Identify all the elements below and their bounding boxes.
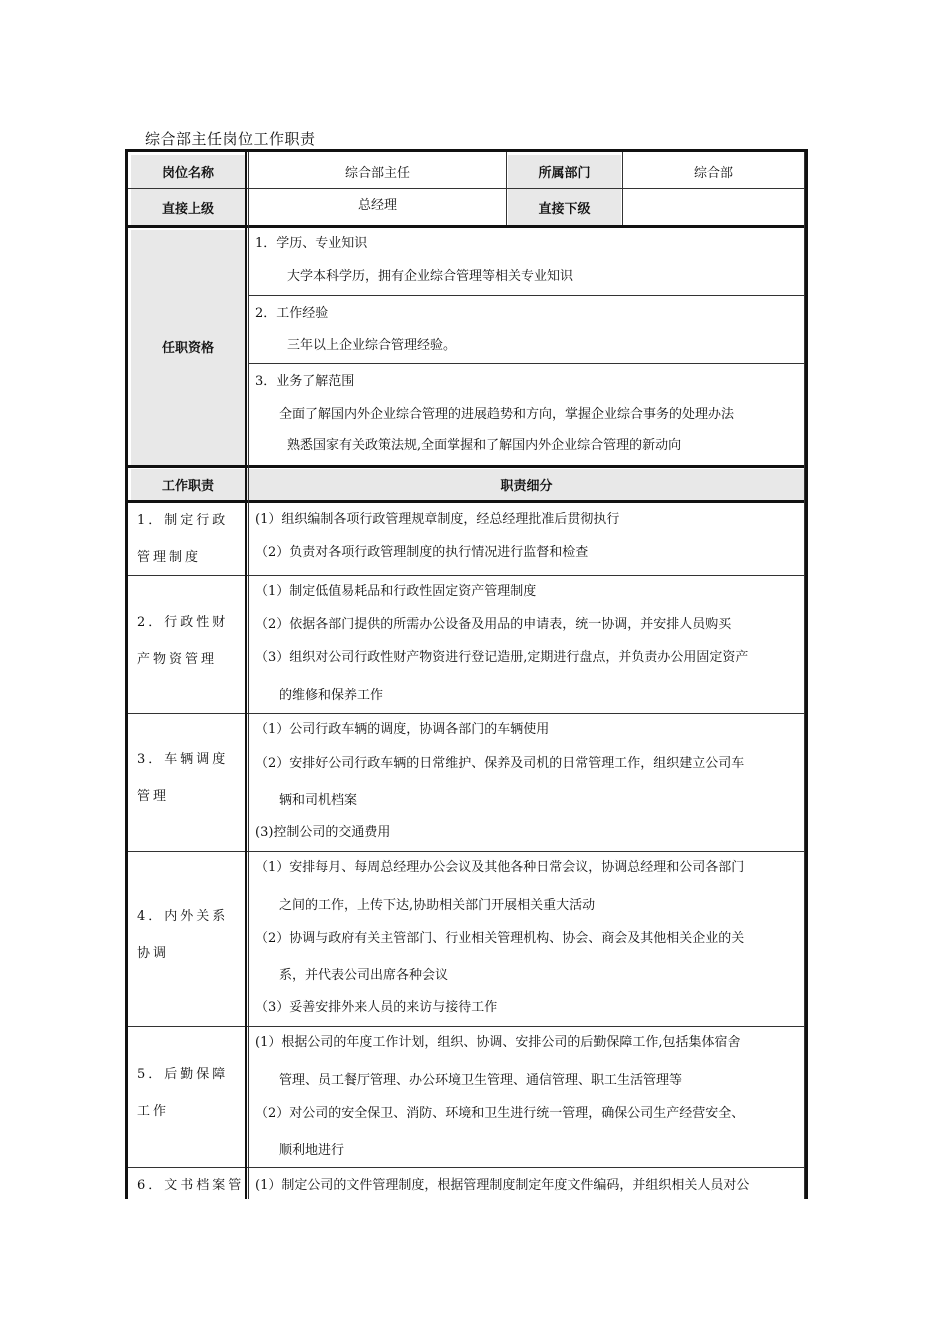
duties-header-right: 职责细分 (500, 478, 553, 494)
row-divider (128, 713, 808, 714)
column-divider (245, 152, 247, 1199)
qualification-text: 熟悉国家有关政策法规,全面掌握和了解国内外企业综合管理的新动向 (287, 438, 682, 453)
row-divider (128, 1026, 808, 1027)
column-divider (248, 152, 249, 1199)
row-divider (248, 363, 808, 364)
document-title: 综合部主任岗位工作职责 (145, 130, 316, 148)
subordinate-value (623, 189, 804, 225)
duty-detail: （2）负责对各项行政管理制度的执行情况进行监督和检查 (255, 545, 589, 560)
superior-value: 总经理 (357, 197, 397, 213)
duty-name: 6．文书档案管 (137, 1178, 245, 1193)
duty-name: 3．车辆调度管理 (137, 752, 229, 804)
row-divider (128, 1167, 808, 1168)
job-description-table (125, 149, 808, 1199)
duties-header-left: 工作职责 (161, 478, 214, 494)
duty-detail: （2）对公司的安全保卫、消防、环境和卫生进行统一管理，确保公司生产经营安全、 (255, 1106, 745, 1121)
duty-detail: 的维修和保养工作 (279, 688, 384, 703)
duty-detail: 辆和司机档案 (279, 793, 358, 808)
duty-detail: 之间的工作，上传下达,协助相关部门开展相关重大活动 (279, 898, 596, 913)
duty-detail: (1）根据公司的年度工作计划，组织、协调、安排公司的后勤保障工作,包括集体宿舍 (255, 1035, 741, 1050)
dept-value: 综合部 (693, 166, 733, 181)
duty-detail: （1）公司行政车辆的调度，协调各部门的车辆使用 (255, 722, 550, 737)
qualification-text: 大学本科学历，拥有企业综合管理等相关专业知识 (287, 269, 574, 284)
duty-detail: （2）依据各部门提供的所需办公设备及用品的申请表，统一协调，并安排人员购买 (255, 617, 732, 632)
position-label: 岗位名称 (161, 166, 214, 181)
position-value: 综合部主任 (344, 166, 410, 181)
duty-detail: （3）组织对公司行政性财产物资进行登记造册,定期进行盘点，并负责办公用固定资产 (255, 650, 749, 665)
qualification-text: 三年以上企业综合管理经验。 (287, 338, 457, 353)
duty-name: 2．行政性财产物资管理 (137, 615, 229, 667)
duty-detail: (1）制定公司的文件管理制度，根据管理制度制定年度文件编码，并组织相关人员对公 (255, 1178, 750, 1193)
qualification-title: 1．学历、专业知识 (255, 236, 368, 251)
dept-label: 所属部门 (538, 166, 591, 181)
duty-detail: （2）协调与政府有关主管部门、行业相关管理机构、协会、商会及其他相关企业的关 (255, 931, 745, 946)
superior-label: 直接上级 (161, 201, 214, 217)
qualifications-label: 任职资格 (161, 341, 214, 356)
duty-detail: （2）安排好公司行政车辆的日常维护、保养及司机的日常管理工作，组织建立公司车 (255, 756, 745, 771)
duty-detail: （3）妥善安排外来人员的来访与接待工作 (255, 1000, 498, 1015)
column-divider (506, 152, 507, 225)
duty-detail: 管理、员工餐厅管理、办公环境卫生管理、通信管理、职工生活管理等 (279, 1073, 683, 1088)
duty-detail: (3)控制公司的交通费用 (255, 825, 391, 840)
duty-detail: (1）组织编制各项行政管理规章制度，经总经理批准后贯彻执行 (255, 512, 620, 527)
qualification-title: 3．业务了解范围 (255, 374, 355, 389)
duty-name: 5．后勤保障工作 (137, 1067, 229, 1119)
duty-detail: 系，并代表公司出席各种会议 (279, 968, 449, 983)
duty-name: 1．制定行政管理制度 (137, 513, 229, 565)
subordinate-label: 直接下级 (538, 201, 591, 217)
qualification-text: 全面了解国内外企业综合管理的进展趋势和方向，掌握企业综合事务的处理办法 (279, 407, 735, 422)
duty-detail: 顺利地进行 (279, 1143, 345, 1158)
duty-name: 4．内外关系协调 (137, 909, 229, 961)
column-divider (804, 152, 805, 1199)
qualification-title: 2．工作经验 (255, 306, 329, 321)
row-divider (248, 295, 808, 296)
duty-detail: （1）制定低值易耗品和行政性固定资产管理制度 (255, 584, 537, 599)
row-divider (128, 851, 808, 852)
duty-detail: （1）安排每月、每周总经理办公会议及其他各种日常会议，协调总经理和公司各部门 (255, 860, 745, 875)
